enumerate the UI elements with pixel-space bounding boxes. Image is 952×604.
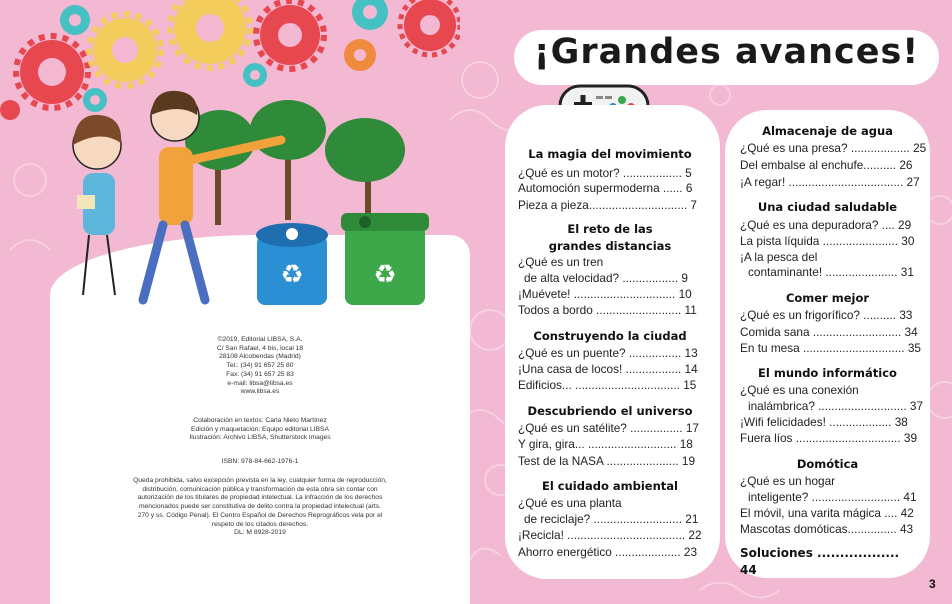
toc-entry[interactable]: ¡Una casa de locos! ................. 14 <box>518 362 698 376</box>
isbn: ISBN: 978-84-662-1976-1 <box>221 458 299 465</box>
legal-line: distribución, comunicación pública y transformación de esta obra sin contar con <box>142 485 378 493</box>
toc-entry[interactable]: ¿Qué es un frigorífico? .......... 33 <box>740 308 913 322</box>
toc-section-title-line: grandes distancias <box>548 239 672 253</box>
toc-entry[interactable]: ¿Qué es una presa? .................. 25 <box>740 141 927 155</box>
legal-line: autorización de los titulares de propiedad intelectual. La infracción de los derechos <box>137 494 383 502</box>
toc-entry[interactable]: ¿Qué es un hogar <box>740 474 836 488</box>
toc-entry[interactable]: En tu mesa ............................... 35 <box>740 341 921 355</box>
toc-entry[interactable]: de reciclaje? ........................... 21 <box>524 512 699 526</box>
toc-section-title-line: El reto de las <box>567 222 653 236</box>
legal-notice <box>110 477 410 538</box>
toc-entry[interactable]: ¿Qué es un satélite? ................ 17 <box>518 421 699 435</box>
publisher-line: www.libsa.es <box>240 388 280 396</box>
toc-entry[interactable]: ¿Qué es una conexión <box>740 383 859 397</box>
publisher-line: ©2019, Editorial LIBSA, S.A. <box>217 336 303 343</box>
toc-entry[interactable]: ¿Qué es un tren <box>518 255 604 269</box>
toc-entry[interactable]: de alta velocidad? ................. 9 <box>524 271 688 285</box>
publisher-line: 28108 Alcobendas (Madrid) <box>219 353 301 361</box>
toc-section-title[interactable]: La magia del movimiento <box>528 147 692 161</box>
toc-entry[interactable]: ¡A la pesca del <box>740 250 818 264</box>
author-line: Ilustración: Archivo LIBSA, Shutterstock images <box>189 434 331 442</box>
toc-entry[interactable]: ¡Wifi felicidades! ................... 38 <box>740 415 908 429</box>
author-line: Edición y maquetación: Equipo editorial LIBSA <box>191 425 329 433</box>
toc-section-title[interactable]: Domótica <box>796 457 859 471</box>
legal-line: DL: M 8928-2019 <box>234 529 286 537</box>
toc-entry[interactable]: Fuera líos ................................ 39 <box>740 431 918 445</box>
publisher-line: Tel.: (34) 91 657 25 80 <box>226 362 294 370</box>
toc-entry[interactable]: ¿Qué es una planta <box>518 496 622 510</box>
authorship-info <box>110 417 410 443</box>
legal-line: Queda prohibida, salvo excepción prevista en la ley, cualquier forma de reproducción, <box>133 477 387 484</box>
author-line: Colaboración en textos: Carla Nieto Martínez <box>193 417 327 424</box>
publisher-line: e-mail: libsa@libsa.es <box>227 379 293 387</box>
svg-text:♻: ♻ <box>280 259 304 289</box>
toc-section-title[interactable]: El mundo informático <box>758 366 897 380</box>
toc-section-title[interactable]: Construyendo la ciudad <box>533 329 687 343</box>
legal-line: mencionados puede ser constitutiva de delito contra la propiedad intelectual (arts. <box>138 503 381 511</box>
toc-section-title[interactable]: Una ciudad saludable <box>757 200 898 214</box>
legal-line: 270 y ss. Código Penal). El Centro Español de Derechos Reprográficos vela por el <box>137 511 383 519</box>
toc-entry[interactable]: ¡Muévete! ............................... 10 <box>518 287 692 301</box>
page-title-banner <box>514 30 939 85</box>
toc-entry[interactable]: Y gira, gira... ........................... 18 <box>518 437 693 451</box>
svg-text:♻: ♻ <box>373 259 397 289</box>
toc-entry[interactable]: ¡A regar! ................................... 27 <box>740 175 920 189</box>
toc-entry[interactable]: Pieza a pieza.............................. 7 <box>518 198 697 212</box>
publisher-line: C/ San Rafael, 4 bis, local 18 <box>216 344 304 352</box>
recycling-illustration <box>55 85 445 320</box>
toc-entry[interactable]: ¡Recicla! .................................... 22 <box>518 528 702 542</box>
toc-entry[interactable]: Ahorro energético .................... 23 <box>518 545 698 559</box>
toc-entry[interactable]: Edificios... ................................ 15 <box>518 378 697 392</box>
page-title: ¡Grandes avances! <box>533 32 920 72</box>
toc-entry[interactable]: inalámbrica? ........................... 37 <box>748 399 924 413</box>
page-number: 3 <box>929 577 936 591</box>
toc-entry[interactable]: ¿Qué es un motor? .................. 5 <box>518 166 692 180</box>
toc-entry[interactable]: Automoción supermoderna ...... 6 <box>518 181 693 195</box>
toc-section-title[interactable]: Almacenaje de agua <box>762 124 893 138</box>
toc-entry[interactable]: La pista líquida ....................... 30 <box>740 234 915 248</box>
toc-entry[interactable]: Test de la NASA ...................... 19 <box>518 454 696 468</box>
legal-line: respeto de los citados derechos. <box>211 520 309 528</box>
toc-solutions[interactable]: Soluciones .................. 44 <box>740 546 900 577</box>
toc-entry[interactable]: inteligente? ........................... 41 <box>748 490 917 504</box>
toc-entry[interactable]: ¿Qué es un puente? ................ 13 <box>518 346 698 360</box>
toc-entry[interactable]: El móvil, una varita mágica .... 42 <box>740 506 914 520</box>
toc-entry[interactable]: contaminante! ...................... 31 <box>748 265 914 279</box>
toc-entry[interactable]: Mascotas domóticas............... 43 <box>740 522 914 536</box>
toc-section-title[interactable]: El cuidado ambiental <box>542 479 678 493</box>
toc-entry[interactable]: ¿Qué es una depuradora? .... 29 <box>740 218 912 232</box>
toc-section-title[interactable]: Descubriendo el universo <box>527 404 693 418</box>
toc-entry[interactable]: Del embalse al enchufe.......... 26 <box>740 158 913 172</box>
publisher-line: Fax: (34) 91 657 25 83 <box>226 370 294 378</box>
toc-section-title[interactable]: Comer mejor <box>785 291 870 305</box>
toc-entry[interactable]: Comida sana ........................... 34 <box>740 325 918 339</box>
toc-entry[interactable]: Todos a bordo .......................... 11 <box>518 303 697 317</box>
publisher-info <box>110 336 410 397</box>
toc-section-title[interactable] <box>515 221 705 255</box>
